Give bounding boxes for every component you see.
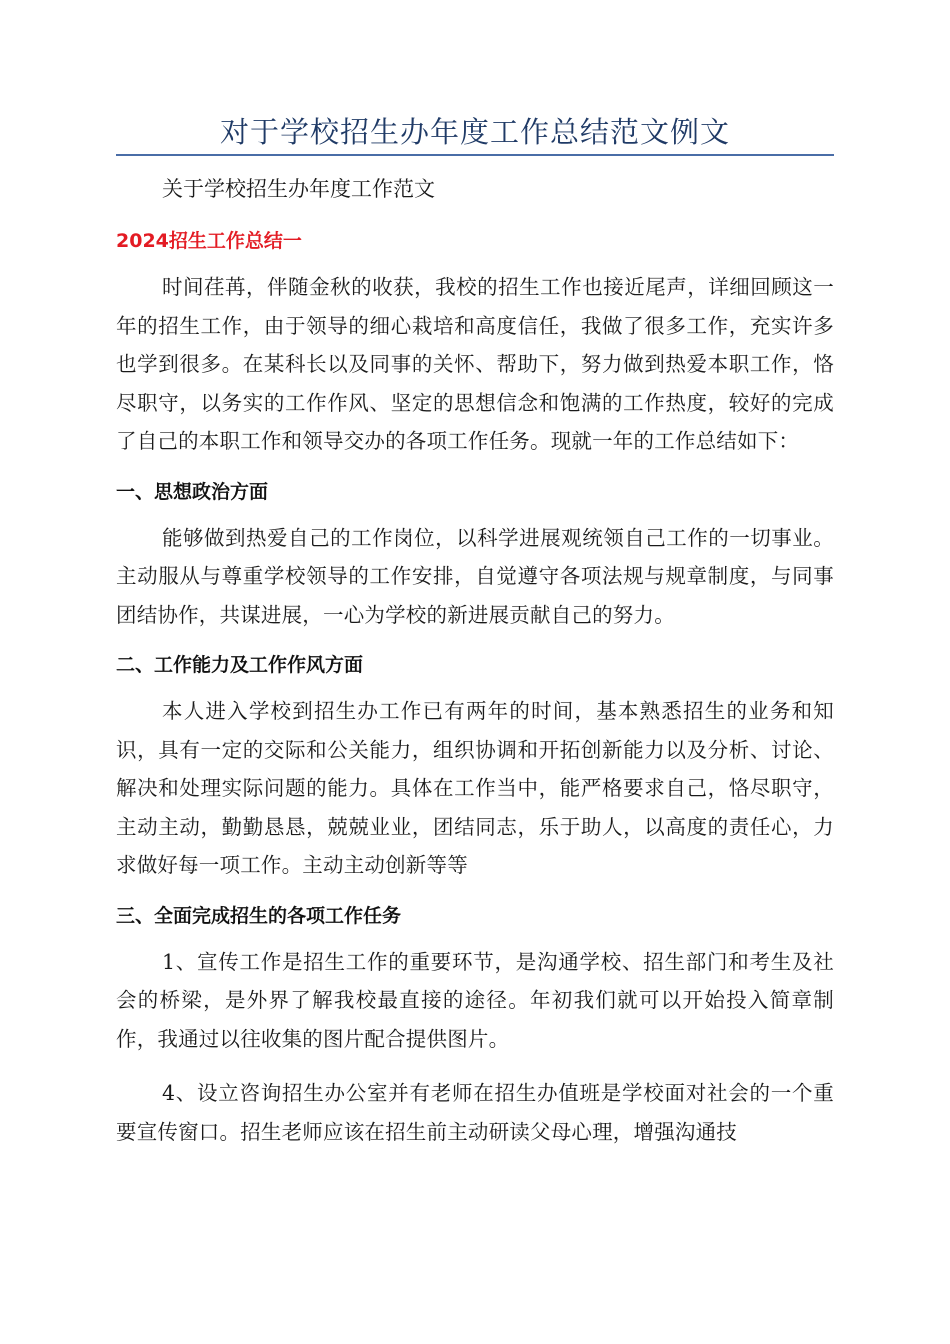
document-subtitle: 关于学校招生办年度工作范文 [162, 177, 435, 201]
intro-paragraph: 时间荏苒，伴随金秋的收获，我校的招生工作也接近尾声，详细回顾这一年的招生工作，由于领导的细心栽培和高度信任，我做了很多工作，充实许多也学到很多。在某科长以及同事的关怀、帮助下，努力做到热爱本职工作，恪尽职守，以务实的工作作风、坚定的思想信念和饱满的工作热度，较好的完成了自己的本职工作和领导交办的各项工作任务。现就一年的工作总结如下： [116, 275, 834, 453]
section-3-paragraph-2: 4、设立咨询招生办公室并有老师在招生办值班是学校面对社会的一个重要宣传窗口。招生老师应该在招生前主动研读父母心理，增强沟通技 [116, 1081, 834, 1144]
section-heading-2: 二、工作能力及工作作风方面 [116, 654, 364, 676]
section-heading-1: 一、思想政治方面 [116, 480, 269, 503]
section-2-paragraph-1: 本人进入学校到招生办工作已有两年的时间，基本熟悉招生的业务和知识，具有一定的交际和公关能力，组织协调和开拓创新能力以及分析、讨论、解决和处理实际问题的能力。具体在工作当中，能严格要求自己，恪尽职守，主动主动，勤勤恳恳，兢兢业业，团结同志，乐于助人，以高度的责任心，力求做好每一项工作。主动主动创新等等 [116, 699, 834, 877]
document-body [116, 170, 834, 1151]
section-3-paragraph-1: 1、宣传工作是招生工作的重要环节，是沟通学校、招生部门和考生及社会的桥梁，是外界了解我校最直接的途径。年初我们就可以开始投入简章制作，我通过以往收集的图片配合提供图片。 [116, 949, 834, 1051]
red-heading: 2024招生工作总结一 [116, 230, 302, 252]
title-underline [116, 154, 834, 156]
section-1-paragraph-1: 能够做到热爱自己的工作岗位，以科学进展观统领自己工作的一切事业。主动服从与尊重学校领导的工作安排，自觉遵守各项法规与规章制度，与同事团结协作，共谋进展，一心为学校的新进展贡献自己的努力。 [116, 525, 834, 627]
section-heading-3: 三、全面完成招生的各项工作任务 [116, 904, 402, 927]
document-title: 对于学校招生办年度工作总结范文例文 [219, 115, 730, 149]
